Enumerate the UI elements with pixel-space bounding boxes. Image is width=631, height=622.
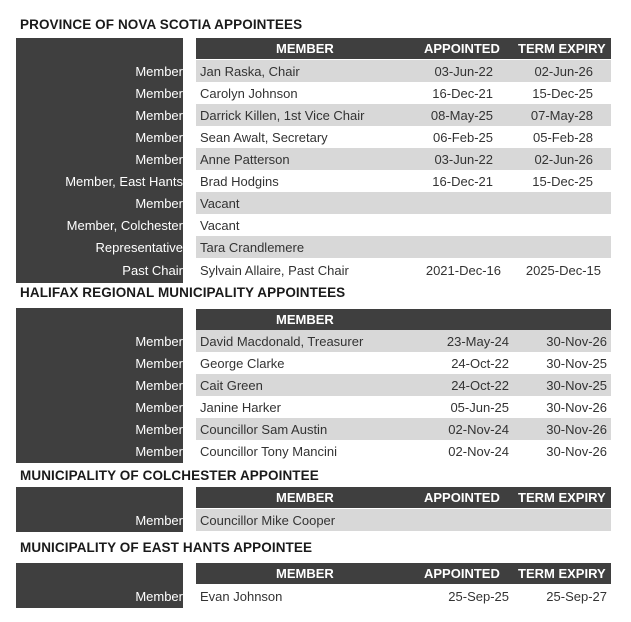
- appointed-date: 06-Feb-25: [433, 130, 493, 145]
- role-label: Member: [135, 196, 183, 211]
- table-row: [16, 352, 611, 374]
- table-row: [16, 148, 611, 170]
- table-row: [16, 259, 611, 281]
- expiry-date: 2025-Dec-15: [525, 263, 601, 278]
- expiry-date: 30-Nov-25: [546, 378, 607, 393]
- appointed-date: 03-Jun-22: [434, 152, 493, 167]
- expiry-date: 15-Dec-25: [532, 86, 593, 101]
- role-label: Past Chair: [122, 263, 183, 278]
- expiry-date: 15-Dec-25: [532, 174, 593, 189]
- role-label: Member: [135, 589, 183, 604]
- appointed-date: 16-Dec-21: [432, 86, 493, 101]
- expiry-date: 30-Nov-26: [546, 422, 607, 437]
- member-name: Darrick Killen, 1st Vice Chair: [200, 108, 365, 123]
- appointed-date: 23-May-24: [446, 334, 509, 349]
- expiry-date: 25-Sep-27: [546, 589, 607, 604]
- table-row: [16, 418, 611, 440]
- expiry-date: 02-Jun-26: [534, 152, 593, 167]
- member-name: Cait Green: [200, 378, 263, 393]
- section-title-east-hants: MUNICIPALITY OF EAST HANTS APPOINTEE: [20, 540, 313, 555]
- member-name: Vacant: [200, 196, 240, 211]
- header-appointed: APPOINTED: [424, 41, 500, 56]
- role-label: Member: [135, 356, 183, 371]
- role-label: Representative: [95, 240, 183, 255]
- member-name: Tara Crandlemere: [200, 240, 305, 255]
- appointed-date: 16-Dec-21: [432, 174, 493, 189]
- role-label: Member: [135, 152, 183, 167]
- table-row: [16, 104, 611, 126]
- expiry-date: 05-Feb-28: [533, 130, 593, 145]
- member-name: Jan Raska, Chair: [200, 64, 300, 79]
- header-member: MEMBER: [276, 566, 334, 581]
- member-name: Brad Hodgins: [200, 174, 279, 189]
- table-header: [196, 563, 611, 584]
- role-label: Member: [135, 108, 183, 123]
- expiry-date: 02-Jun-26: [534, 64, 593, 79]
- role-label: Member: [135, 513, 183, 528]
- appointed-date: 02-Nov-24: [448, 422, 509, 437]
- header-appointed: APPOINTED: [424, 566, 500, 581]
- table-row: [16, 170, 611, 192]
- member-name: Sean Awalt, Secretary: [200, 130, 328, 145]
- member-name: George Clarke: [200, 356, 285, 371]
- header-member: MEMBER: [276, 312, 334, 327]
- role-label: Member: [135, 400, 183, 415]
- header-member: MEMBER: [276, 490, 334, 505]
- role-label: Member: [135, 86, 183, 101]
- member-name: Carolyn Johnson: [200, 86, 298, 101]
- role-label: Member: [135, 64, 183, 79]
- table-row: [16, 440, 611, 462]
- expiry-date: 30-Nov-26: [546, 444, 607, 459]
- role-label: Member: [135, 444, 183, 459]
- member-name: Vacant: [200, 218, 240, 233]
- section-title-colchester: MUNICIPALITY OF COLCHESTER APPOINTEE: [20, 468, 319, 483]
- expiry-date: 30-Nov-26: [546, 400, 607, 415]
- table-row: [16, 214, 611, 236]
- appointed-date: 25-Sep-25: [448, 589, 509, 604]
- member-name: Councillor Mike Cooper: [200, 513, 336, 528]
- table-header: [196, 38, 611, 59]
- appointed-date: 02-Nov-24: [448, 444, 509, 459]
- header-member: MEMBER: [276, 41, 334, 56]
- table-row: [16, 509, 611, 531]
- table-row: [16, 236, 611, 258]
- table-header: [196, 309, 611, 330]
- table-row: [16, 192, 611, 214]
- member-name: David Macdonald, Treasurer: [200, 334, 364, 349]
- role-label: Member: [135, 334, 183, 349]
- section-title-province: PROVINCE OF NOVA SCOTIA APPOINTEES: [20, 17, 303, 32]
- appointed-date: 03-Jun-22: [434, 64, 493, 79]
- appointed-date: 05-Jun-25: [450, 400, 509, 415]
- section-title-halifax: HALIFAX REGIONAL MUNICIPALITY APPOINTEES: [20, 285, 346, 300]
- table-row: [16, 374, 611, 396]
- expiry-date: 30-Nov-26: [546, 334, 607, 349]
- table-row: [16, 60, 611, 82]
- table-row: [16, 396, 611, 418]
- table-header: [196, 487, 611, 508]
- member-name: Anne Patterson: [200, 152, 290, 167]
- member-name: Councillor Tony Mancini: [200, 444, 338, 459]
- role-label: Member, Colchester: [66, 218, 183, 233]
- member-name: Sylvain Allaire, Past Chair: [200, 263, 349, 278]
- role-label: Member, East Hants: [65, 174, 183, 189]
- table-row: [16, 585, 611, 607]
- member-name: Evan Johnson: [200, 589, 283, 604]
- table-row: [16, 82, 611, 104]
- table-row: [16, 126, 611, 148]
- role-label: Member: [135, 130, 183, 145]
- table-row: [16, 330, 611, 352]
- appointed-date: 2021-Dec-16: [425, 263, 501, 278]
- role-label: Member: [135, 378, 183, 393]
- role-label: Member: [135, 422, 183, 437]
- header-term-expiry: TERM EXPIRY: [518, 566, 606, 581]
- header-term-expiry: TERM EXPIRY: [518, 41, 606, 56]
- member-name: Janine Harker: [200, 400, 281, 415]
- appointed-date: 24-Oct-22: [451, 356, 509, 371]
- member-name: Councillor Sam Austin: [200, 422, 328, 437]
- expiry-date: 30-Nov-25: [546, 356, 607, 371]
- header-appointed: APPOINTED: [424, 490, 500, 505]
- appointed-date: 24-Oct-22: [451, 378, 509, 393]
- expiry-date: 07-May-28: [530, 108, 593, 123]
- header-term-expiry: TERM EXPIRY: [518, 490, 606, 505]
- appointed-date: 08-May-25: [430, 108, 493, 123]
